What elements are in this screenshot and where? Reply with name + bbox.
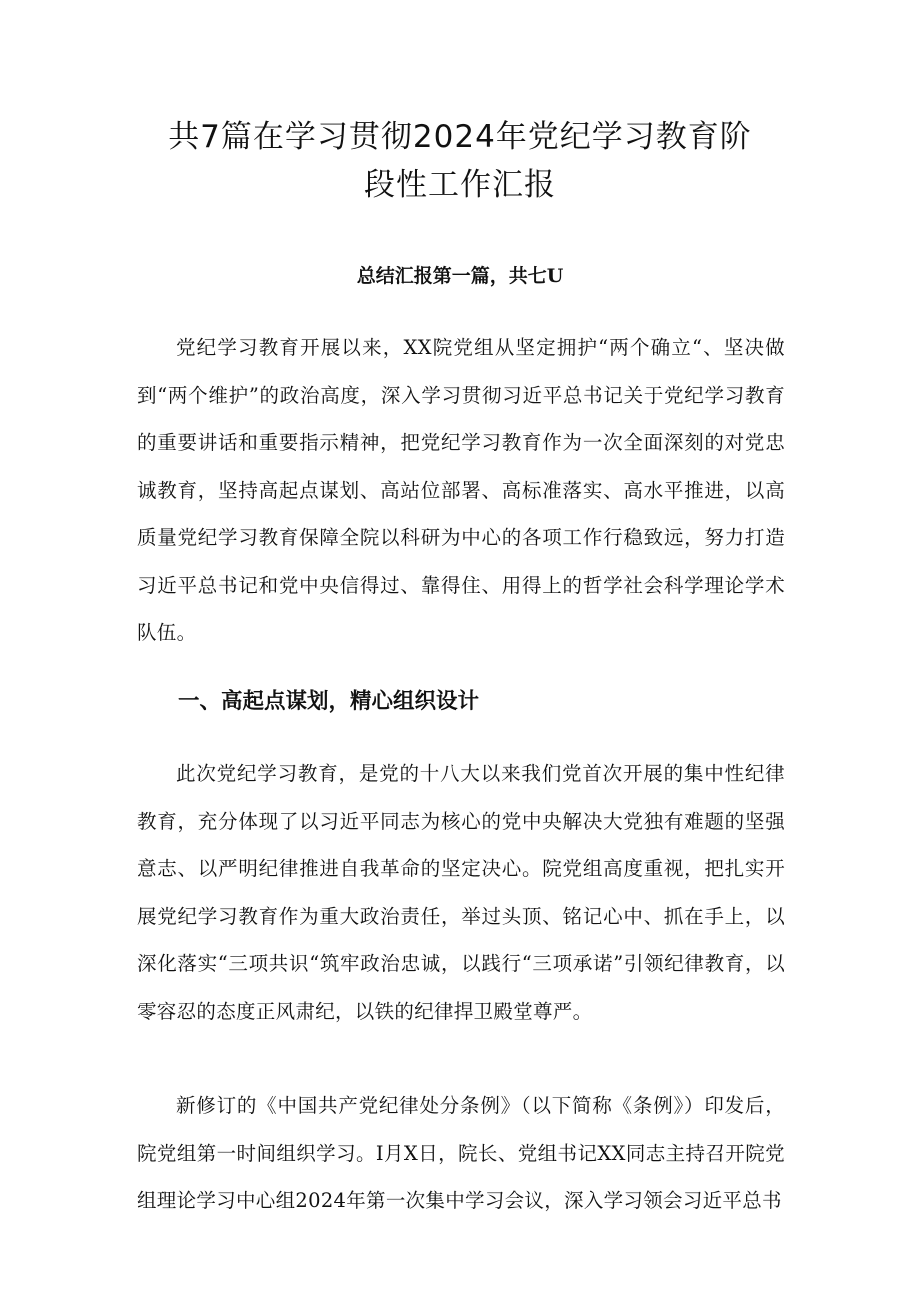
body-paragraph-2: 此次党纪学习教育，是党的十八大以来我们党首次开展的集中性纪律教育，充分体现了以习近平同志为核心的党中央解决大党独有难题的坚强意志、以严明纪律推进自我革命的坚定决心。院党组高度重视，把扎实开展党纪学习教育作为重大政治责任，举过头顶、铭记心中、抓在手上，以深化落实“三项共识“筑牢政治忠诚，以践行“三项承诺”引领纪律教育，以零容忍的态度正风肃纪，以铁的纪律捍卫殿堂尊严。 [137, 762, 785, 1023]
section-heading-1: 一、高起点谋划，精心组织设计 [178, 689, 480, 714]
document-title-line-1: 共7篇在学习贯彻2024年党纪学习教育阶 [168, 119, 752, 155]
document-title-line-2: 段性工作汇报 [364, 167, 556, 203]
body-paragraph-1: 党纪学习教育开展以来，XX院党组从坚定拥护“两个确立“、坚决做到“两个维护”的政治高度，深入学习贯彻习近平总书记关于党纪学习教育的重要讲话和重要指示精神，把党纪学习教育作为一次全面深刻的对党忠诚教育，坚持高起点谋划、高站位部署、高标准落实、高水平推进，以高质量党纪学习教育保障全院以科研为中心的各项工作行稳致远，努力打造习近平总书记和党中央信得过、靠得住、用得上的哲学社会科学理论学术队伍。 [137, 336, 785, 644]
body-paragraph-3: 新修订的《中国共产党纪律处分条例》（以下简称《条例》）印发后，院党组第一时间组织学习。I月X日，院长、党组书记XX同志主持召开院党组理论学习中心组2024年第一次集中学习会议，深入学习领会习近平总书 [137, 1094, 785, 1212]
document-subtitle: 总结汇报第一篇，共七U [356, 265, 564, 287]
